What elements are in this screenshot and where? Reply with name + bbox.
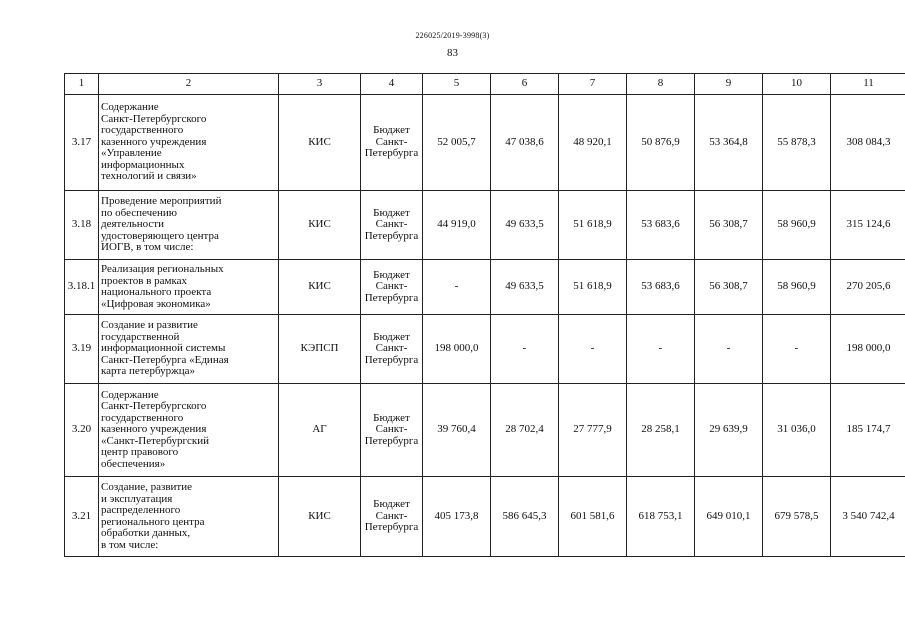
item-name-line: Содержание <box>101 388 159 401</box>
total-value: 270 205,6 <box>831 260 905 315</box>
year-value: 58 960,9 <box>763 260 831 315</box>
year-value: 586 645,3 <box>491 477 559 557</box>
item-name-line: Содержание <box>101 101 159 114</box>
column-header: 3 <box>279 74 361 95</box>
executor: КИС <box>279 95 361 191</box>
funding-source-line: Бюджет <box>373 206 410 219</box>
column-header: 4 <box>361 74 423 95</box>
year-value: - <box>559 315 627 384</box>
item-name-line: по обеспечению <box>101 206 178 219</box>
table-row <box>65 477 905 557</box>
funding-source-line: Петербурга <box>364 291 419 304</box>
year-value: - <box>627 315 695 384</box>
item-name <box>99 191 279 260</box>
year-value: 44 919,0 <box>423 191 491 260</box>
total-value: 3 540 742,4 <box>831 477 905 557</box>
item-name-line: удостоверяющего центра <box>101 229 219 242</box>
item-name-line: распределенного <box>101 504 181 516</box>
column-header: 2 <box>99 74 279 95</box>
funding-source-line: Петербурга <box>364 353 419 366</box>
item-name-line: центр правового <box>101 446 179 459</box>
year-value: 29 639,9 <box>695 384 763 477</box>
year-value: 618 753,1 <box>627 477 695 557</box>
item-name-line: Создание и развитие <box>101 319 198 332</box>
item-name-line: обработки данных, <box>101 527 191 539</box>
executor: КИС <box>279 191 361 260</box>
year-value: 50 876,9 <box>627 95 695 191</box>
total-value: 185 174,7 <box>831 384 905 477</box>
year-value: - <box>695 315 763 384</box>
funding-source <box>361 191 423 260</box>
year-value: 56 308,7 <box>695 260 763 315</box>
item-name-line: национального проекта <box>101 286 212 298</box>
item-name <box>99 95 279 191</box>
year-value: 601 581,6 <box>559 477 627 557</box>
column-header: 9 <box>695 74 763 95</box>
year-value: 27 777,9 <box>559 384 627 477</box>
table-row <box>65 95 905 191</box>
funding-source-line: Бюджет <box>373 411 410 424</box>
item-number: 3.21 <box>65 477 99 557</box>
item-name-line: деятельности <box>101 218 164 231</box>
funding-source-line: Бюджет <box>373 330 410 343</box>
executor: КЭПСП <box>279 315 361 384</box>
year-value: 51 618,9 <box>559 260 627 315</box>
item-name-line: Реализация региональных <box>101 263 224 275</box>
column-header: 7 <box>559 74 627 95</box>
table-row <box>65 260 905 315</box>
column-header: 6 <box>491 74 559 95</box>
document-id: 226025/2019-3998(3) <box>415 31 490 40</box>
item-name-line: регионального центра <box>101 515 205 528</box>
year-value: 28 702,4 <box>491 384 559 477</box>
item-name-line: карта петербуржца» <box>101 365 195 378</box>
year-value: 53 364,8 <box>695 95 763 191</box>
funding-source-line: Санкт- <box>375 342 408 355</box>
year-value: 28 258,1 <box>627 384 695 477</box>
item-name-line: Проведение мероприятий <box>101 195 222 208</box>
budget-table <box>64 73 905 557</box>
item-number: 3.18.1 <box>65 260 99 315</box>
year-value: 405 173,8 <box>423 477 491 557</box>
year-value: 58 960,9 <box>763 191 831 260</box>
item-name-line: технологий и связи» <box>101 170 197 183</box>
item-number: 3.17 <box>65 95 99 191</box>
item-name-line: ИОГВ, в том числе: <box>101 241 194 254</box>
column-header: 11 <box>831 74 905 95</box>
total-value: 198 000,0 <box>831 315 905 384</box>
funding-source-line: Петербурга <box>364 229 419 242</box>
executor: АГ <box>279 384 361 477</box>
funding-source <box>361 95 423 191</box>
year-value: 198 000,0 <box>423 315 491 384</box>
item-name <box>99 260 279 315</box>
year-value: 53 683,6 <box>627 191 695 260</box>
year-value: 56 308,7 <box>695 191 763 260</box>
item-name-line: Санкт-Петербургского <box>101 400 207 413</box>
funding-source-line: Санкт- <box>375 509 408 522</box>
item-name-line: казенного учреждения <box>101 423 207 436</box>
table-header-row <box>65 74 905 95</box>
item-name-line: в том числе: <box>101 538 159 551</box>
year-value: 47 038,6 <box>491 95 559 191</box>
item-name-line: обеспечения» <box>101 457 166 470</box>
funding-source <box>361 477 423 557</box>
funding-source-line: Санкт- <box>375 218 408 231</box>
column-header: 5 <box>423 74 491 95</box>
table-row <box>65 384 905 477</box>
funding-source <box>361 260 423 315</box>
funding-source <box>361 384 423 477</box>
funding-source-line: Петербурга <box>364 434 419 447</box>
table-row <box>65 191 905 260</box>
executor: КИС <box>279 260 361 315</box>
executor: КИС <box>279 477 361 557</box>
year-value: 55 878,3 <box>763 95 831 191</box>
item-name <box>99 384 279 477</box>
funding-source-line: Бюджет <box>373 124 410 137</box>
item-name-line: государственной <box>101 330 180 343</box>
year-value: - <box>423 260 491 315</box>
item-name-line: проектов в рамках <box>101 274 188 287</box>
item-name <box>99 477 279 557</box>
year-value: 49 633,5 <box>491 260 559 315</box>
item-name-line: Санкт-Петербургского <box>101 112 207 125</box>
year-value: 51 618,9 <box>559 191 627 260</box>
total-value: 308 084,3 <box>831 95 905 191</box>
year-value: 52 005,7 <box>423 95 491 191</box>
item-name-line: казенного учреждения <box>101 135 207 148</box>
year-value: - <box>763 315 831 384</box>
item-number: 3.19 <box>65 315 99 384</box>
funding-source-line: Бюджет <box>373 268 410 281</box>
column-header: 8 <box>627 74 695 95</box>
funding-source-line: Бюджет <box>373 498 410 511</box>
funding-source <box>361 315 423 384</box>
item-name <box>99 315 279 384</box>
item-name-line: государственного <box>101 411 184 424</box>
item-name-line: «Санкт-Петербургский <box>101 434 209 447</box>
column-header: 10 <box>763 74 831 95</box>
item-number: 3.18 <box>65 191 99 260</box>
item-name-line: «Цифровая экономика» <box>101 297 211 310</box>
item-name-line: Санкт-Петербурга «Единая <box>101 353 229 366</box>
item-name-line: государственного <box>101 124 184 137</box>
year-value: 31 036,0 <box>763 384 831 477</box>
item-name-line: и эксплуатация <box>101 492 173 505</box>
item-number: 3.20 <box>65 384 99 477</box>
item-name-line: Создание, развитие <box>101 481 193 493</box>
year-value: 649 010,1 <box>695 477 763 557</box>
total-value: 315 124,6 <box>831 191 905 260</box>
year-value: 49 633,5 <box>491 191 559 260</box>
year-value: 39 760,4 <box>423 384 491 477</box>
funding-source-line: Петербурга <box>364 521 419 534</box>
page-number: 83 <box>447 47 458 59</box>
funding-source-line: Петербурга <box>364 147 419 160</box>
funding-source-line: Санкт- <box>375 423 408 436</box>
year-value: - <box>491 315 559 384</box>
column-header: 1 <box>65 74 99 95</box>
funding-source-line: Санкт- <box>375 135 408 148</box>
funding-source-line: Санкт- <box>375 280 408 293</box>
item-name-line: информационной системы <box>101 342 226 355</box>
item-name-line: «Управление <box>101 147 162 160</box>
year-value: 48 920,1 <box>559 95 627 191</box>
year-value: 679 578,5 <box>763 477 831 557</box>
year-value: 53 683,6 <box>627 260 695 315</box>
table-row <box>65 315 905 384</box>
item-name-line: информационных <box>101 158 185 171</box>
